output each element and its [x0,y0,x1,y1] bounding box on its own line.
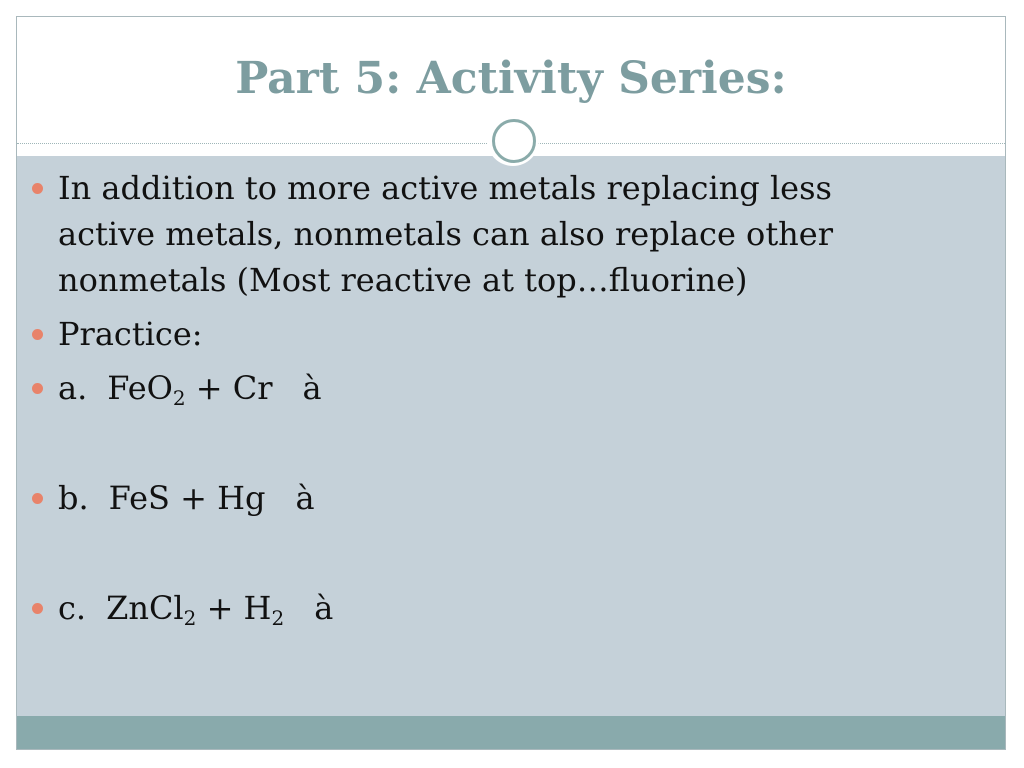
problem-a-label: a. [58,369,88,407]
bullet-dot-icon [32,493,43,504]
problem-b-arrow: à [295,479,315,517]
bullet-practice-text: Practice: [58,315,203,353]
bullet-list [30,165,930,631]
circle-ornament-icon [487,114,539,166]
bottom-band [17,716,1005,750]
slide-title: Part 5: Activity Series: [235,53,787,104]
problem-a-reactant1: FeO$_2$ [107,369,186,410]
bullet-dot-icon [32,383,43,394]
problem-a [30,365,930,411]
problem-a-reactant2: Cr [232,369,273,407]
problem-c-reactant2: $H_2$ [243,589,285,630]
bullet-dot-icon [32,329,43,340]
problem-c [30,585,930,631]
problem-c-label: c. [58,589,87,627]
problem-a-plus: + [195,369,223,407]
problem-b-label: b. [58,479,89,517]
ring-icon [492,119,536,163]
problem-b-reactant1: FeS [108,479,170,517]
problem-a-arrow: à [302,369,322,407]
problem-c-arrow: à [314,589,334,627]
bullet-intro [30,165,930,303]
problem-c-reactant1: ZnCl$_2$ [106,589,197,630]
problem-c-plus: + [206,589,234,627]
bullet-intro-text: In addition to more active metals replacing less active metals, nonmetals can also replace other nonmetals (Most reactive at top…fluorine) [58,169,834,299]
bullet-practice [30,311,930,357]
problem-b-reactant2: Hg [217,479,266,517]
bullet-dot-icon [32,183,43,194]
problem-b-plus: + [180,479,207,517]
bullet-dot-icon [32,603,43,614]
problem-b [30,475,930,521]
